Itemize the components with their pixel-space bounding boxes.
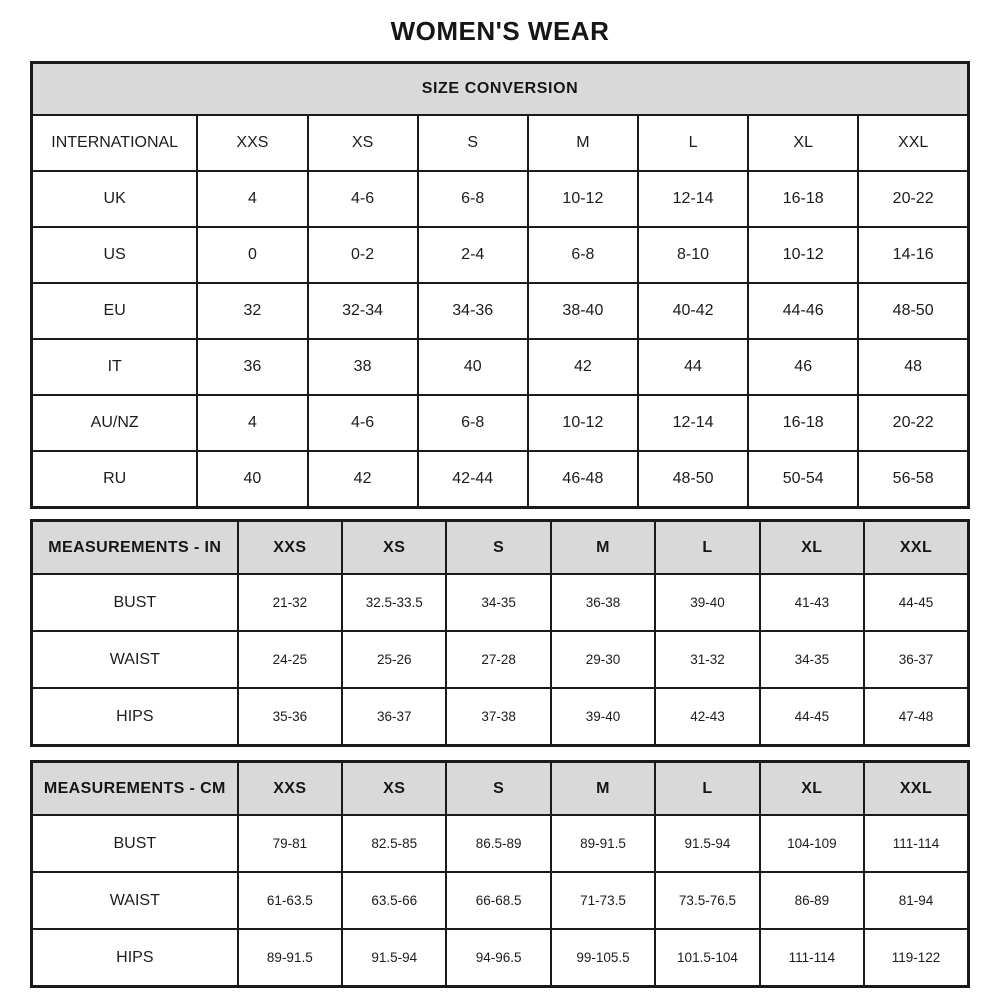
- size-conversion-table: [30, 61, 970, 509]
- table-row: [32, 451, 969, 508]
- value-cell: 2-4: [418, 227, 528, 283]
- column-header-cell: XXL: [858, 115, 968, 171]
- value-cell: 46-48: [528, 451, 638, 508]
- value-cell: 32.5-33.5: [342, 574, 446, 631]
- value-cell: 48-50: [638, 451, 748, 508]
- table-row: [32, 815, 969, 872]
- row-label-cell: BUST: [32, 574, 238, 631]
- column-header-cell: S: [446, 762, 550, 816]
- value-cell: 99-105.5: [551, 929, 655, 987]
- value-cell: 4-6: [308, 395, 418, 451]
- value-cell: 46: [748, 339, 858, 395]
- value-cell: 48: [858, 339, 968, 395]
- value-cell: 61-63.5: [238, 872, 342, 929]
- column-header-cell: XXS: [197, 115, 307, 171]
- value-cell: 14-16: [858, 227, 968, 283]
- column-header-cell: XXL: [864, 521, 968, 575]
- column-header-cell: XS: [342, 762, 446, 816]
- value-cell: 32-34: [308, 283, 418, 339]
- value-cell: 44-45: [760, 688, 864, 746]
- header-label-cell: MEASUREMENTS - IN: [32, 521, 238, 575]
- column-header-cell: XXS: [238, 521, 342, 575]
- value-cell: 101.5-104: [655, 929, 759, 987]
- value-cell: 27-28: [446, 631, 550, 688]
- value-cell: 91.5-94: [655, 815, 759, 872]
- value-cell: 44-46: [748, 283, 858, 339]
- table-row: [32, 283, 969, 339]
- value-cell: 40-42: [638, 283, 748, 339]
- value-cell: 63.5-66: [342, 872, 446, 929]
- row-label-cell: HIPS: [32, 688, 238, 746]
- value-cell: 44: [638, 339, 748, 395]
- value-cell: 42: [528, 339, 638, 395]
- value-cell: 119-122: [864, 929, 968, 987]
- value-cell: 89-91.5: [238, 929, 342, 987]
- value-cell: 6-8: [418, 395, 528, 451]
- value-cell: 94-96.5: [446, 929, 550, 987]
- row-label-cell: BUST: [32, 815, 238, 872]
- column-header-cell: XS: [308, 115, 418, 171]
- value-cell: 86-89: [760, 872, 864, 929]
- column-header-cell: M: [551, 521, 655, 575]
- value-cell: 91.5-94: [342, 929, 446, 987]
- value-cell: 0-2: [308, 227, 418, 283]
- value-cell: 10-12: [748, 227, 858, 283]
- table-row: [32, 339, 969, 395]
- value-cell: 44-45: [864, 574, 968, 631]
- column-header-cell: XL: [760, 521, 864, 575]
- value-cell: 40: [197, 451, 307, 508]
- value-cell: 82.5-85: [342, 815, 446, 872]
- value-cell: 104-109: [760, 815, 864, 872]
- row-label-cell: RU: [32, 451, 198, 508]
- header-label-cell: MEASUREMENTS - CM: [32, 762, 238, 816]
- size-conversion-title: SIZE CONVERSION: [32, 63, 969, 116]
- value-cell: 48-50: [858, 283, 968, 339]
- value-cell: 34-36: [418, 283, 528, 339]
- value-cell: 36-38: [551, 574, 655, 631]
- column-header-cell: S: [446, 521, 550, 575]
- column-header-cell: M: [528, 115, 638, 171]
- table-title-row: [32, 63, 969, 116]
- column-header-cell: M: [551, 762, 655, 816]
- row-label-cell: WAIST: [32, 872, 238, 929]
- value-cell: 12-14: [638, 171, 748, 227]
- value-cell: 16-18: [748, 395, 858, 451]
- value-cell: 39-40: [655, 574, 759, 631]
- value-cell: 20-22: [858, 171, 968, 227]
- value-cell: 50-54: [748, 451, 858, 508]
- value-cell: 31-32: [655, 631, 759, 688]
- column-header-cell: L: [638, 115, 748, 171]
- value-cell: 40: [418, 339, 528, 395]
- row-label-cell: UK: [32, 171, 198, 227]
- value-cell: 25-26: [342, 631, 446, 688]
- value-cell: 81-94: [864, 872, 968, 929]
- value-cell: 20-22: [858, 395, 968, 451]
- table-row: [32, 631, 969, 688]
- value-cell: 6-8: [418, 171, 528, 227]
- value-cell: 36-37: [864, 631, 968, 688]
- value-cell: 21-32: [238, 574, 342, 631]
- value-cell: 42-43: [655, 688, 759, 746]
- value-cell: 86.5-89: [446, 815, 550, 872]
- value-cell: 10-12: [528, 171, 638, 227]
- value-cell: 89-91.5: [551, 815, 655, 872]
- value-cell: 6-8: [528, 227, 638, 283]
- table-row: [32, 574, 969, 631]
- value-cell: 73.5-76.5: [655, 872, 759, 929]
- value-cell: 35-36: [238, 688, 342, 746]
- value-cell: 8-10: [638, 227, 748, 283]
- value-cell: 42-44: [418, 451, 528, 508]
- value-cell: 41-43: [760, 574, 864, 631]
- table-row: [32, 171, 969, 227]
- value-cell: 111-114: [864, 815, 968, 872]
- value-cell: 12-14: [638, 395, 748, 451]
- value-cell: 36: [197, 339, 307, 395]
- header-row: [32, 762, 969, 816]
- column-header-cell: XL: [760, 762, 864, 816]
- measurements-in-table: [30, 519, 970, 747]
- row-label-cell: IT: [32, 339, 198, 395]
- header-row: [32, 115, 969, 171]
- table-row: [32, 688, 969, 746]
- row-label-cell: HIPS: [32, 929, 238, 987]
- value-cell: 4-6: [308, 171, 418, 227]
- row-label-cell: WAIST: [32, 631, 238, 688]
- table-row: [32, 872, 969, 929]
- value-cell: 10-12: [528, 395, 638, 451]
- column-header-cell: XXS: [238, 762, 342, 816]
- value-cell: 71-73.5: [551, 872, 655, 929]
- value-cell: 42: [308, 451, 418, 508]
- value-cell: 4: [197, 395, 307, 451]
- header-row: [32, 521, 969, 575]
- page-title: WOMEN'S WEAR: [390, 16, 610, 46]
- table-row: [32, 929, 969, 987]
- value-cell: 32: [197, 283, 307, 339]
- row-label-cell: AU/NZ: [32, 395, 198, 451]
- column-header-cell: L: [655, 521, 759, 575]
- measurements-cm-table: [30, 760, 970, 988]
- value-cell: 4: [197, 171, 307, 227]
- value-cell: 79-81: [238, 815, 342, 872]
- column-header-cell: XS: [342, 521, 446, 575]
- value-cell: 47-48: [864, 688, 968, 746]
- value-cell: 36-37: [342, 688, 446, 746]
- value-cell: 56-58: [858, 451, 968, 508]
- value-cell: 111-114: [760, 929, 864, 987]
- column-header-cell: XXL: [864, 762, 968, 816]
- row-label-cell: EU: [32, 283, 198, 339]
- table-row: [32, 227, 969, 283]
- row-label-cell: US: [32, 227, 198, 283]
- value-cell: 66-68.5: [446, 872, 550, 929]
- value-cell: 24-25: [238, 631, 342, 688]
- column-header-cell: L: [655, 762, 759, 816]
- value-cell: 37-38: [446, 688, 550, 746]
- value-cell: 38: [308, 339, 418, 395]
- header-label-cell: INTERNATIONAL: [32, 115, 198, 171]
- value-cell: 38-40: [528, 283, 638, 339]
- value-cell: 16-18: [748, 171, 858, 227]
- column-header-cell: XL: [748, 115, 858, 171]
- table-row: [32, 395, 969, 451]
- value-cell: 34-35: [760, 631, 864, 688]
- value-cell: 39-40: [551, 688, 655, 746]
- value-cell: 29-30: [551, 631, 655, 688]
- value-cell: 34-35: [446, 574, 550, 631]
- value-cell: 0: [197, 227, 307, 283]
- column-header-cell: S: [418, 115, 528, 171]
